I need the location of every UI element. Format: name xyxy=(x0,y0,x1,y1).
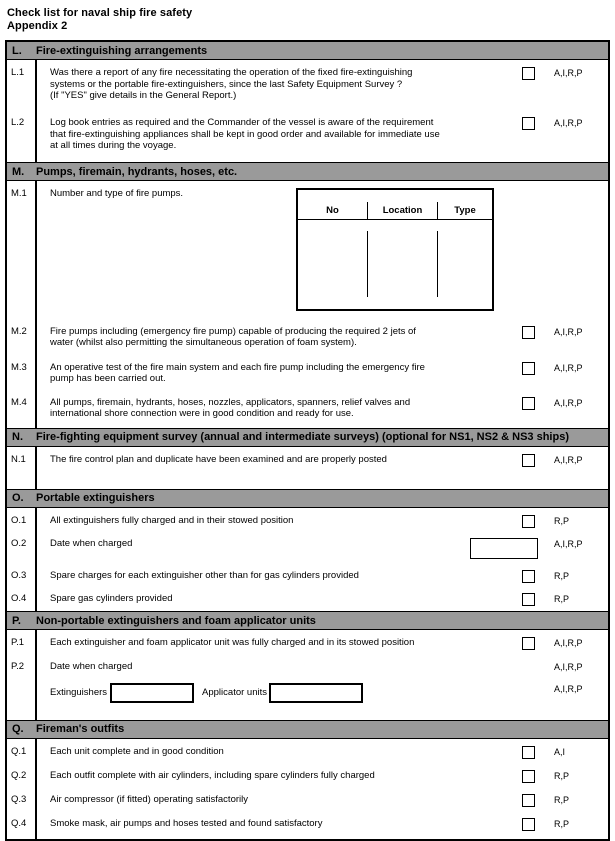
row-m4 xyxy=(7,390,608,428)
row-codes: A,I,R,P xyxy=(554,362,583,373)
row-description: Each unit complete and in good condition xyxy=(50,745,224,757)
section-header-non-portable-extinguishers xyxy=(7,611,608,630)
checkbox-cell xyxy=(512,676,548,720)
checkbox[interactable] xyxy=(522,397,535,410)
row-number xyxy=(7,676,37,720)
checkbox[interactable] xyxy=(522,326,535,339)
row-description: Number and type of fire pumps. xyxy=(50,188,184,199)
section-header-pumps xyxy=(7,162,608,181)
checkbox[interactable] xyxy=(522,117,535,130)
row-description: Smoke mask, air pumps and hoses tested and found satisfactory xyxy=(50,817,323,829)
checkbox-cell xyxy=(512,654,548,676)
row-number: N.1 xyxy=(7,447,37,489)
document-header xyxy=(0,0,615,33)
fire-pumps-no-cell[interactable] xyxy=(298,231,368,297)
extinguishers-label: Extinguishers xyxy=(50,686,108,698)
row-p2 xyxy=(7,654,608,676)
fire-pumps-type-cell[interactable] xyxy=(438,231,492,297)
row-codes: A,I,R,P xyxy=(554,118,583,128)
checkbox-cell xyxy=(512,508,548,532)
checkbox[interactable] xyxy=(522,515,535,528)
checkbox-cell xyxy=(512,110,548,162)
row-description: Each outfit complete with air cylinders, including spare cylinders fully charged xyxy=(50,769,375,781)
row-q3 xyxy=(7,787,608,811)
row-description: Spare gas cylinders provided xyxy=(50,593,173,604)
checkbox[interactable] xyxy=(522,794,535,807)
checklist-table xyxy=(5,40,610,841)
row-m3 xyxy=(7,355,608,390)
row-codes: A,I,R,P xyxy=(554,661,583,672)
row-codes xyxy=(548,181,608,319)
date-charged-input[interactable] xyxy=(470,538,538,559)
checkbox-cell xyxy=(512,811,548,839)
row-codes: A,I,R,P xyxy=(554,683,583,694)
section-title: Fireman's outfits xyxy=(36,723,125,735)
row-description: Each extinguisher and foam applicator unit was fully charged and in its stowed position xyxy=(50,637,415,648)
section-header-fireman-outfits xyxy=(7,720,608,739)
row-codes: A,I,R,P xyxy=(554,539,583,549)
row-codes: R,P xyxy=(554,515,570,526)
section-header-equipment-survey xyxy=(7,428,608,447)
row-description: Fire pumps including (emergency fire pump) capable of producing the required 2 jets of water (whilst also permitting the simultaneous operation of foam system). xyxy=(50,325,416,348)
checkbox-cell xyxy=(512,563,548,587)
row-number: Q.4 xyxy=(7,811,37,839)
section-letter: P. xyxy=(12,614,21,627)
row-description-container xyxy=(37,676,512,720)
section-letter: Q. xyxy=(12,723,24,735)
row-codes: R,P xyxy=(554,594,570,604)
row-codes: R,P xyxy=(554,570,570,581)
section-letter: O. xyxy=(12,492,24,504)
checkbox[interactable] xyxy=(522,818,535,831)
row-q4 xyxy=(7,811,608,839)
row-l2 xyxy=(7,110,608,162)
row-description: Was there a report of any fire necessitating the operation of the fixed fire-extinguishing systems or the portable fire-extinguishers, since the last Safety Equipment Survey ? (If "YES" give details in the General Report.) xyxy=(50,67,413,101)
row-number: P.1 xyxy=(7,630,37,654)
section-title: Fire-extinguishing arrangements xyxy=(36,44,208,57)
checkbox[interactable] xyxy=(522,637,535,650)
row-q2 xyxy=(7,763,608,787)
row-codes: R,P xyxy=(554,818,570,829)
row-number: M.1 xyxy=(7,181,37,319)
row-number: O.2 xyxy=(7,531,37,563)
checkbox-cell xyxy=(512,586,548,611)
row-description: The fire control plan and duplicate have been examined and are properly posted xyxy=(50,453,387,465)
section-title: Fire-fighting equipment survey (annual and intermediate surveys) (optional for NS1, NS2 & NS3 ships) xyxy=(36,431,569,443)
row-codes: A,I,R,P xyxy=(554,68,583,78)
checkbox-cell xyxy=(512,630,548,654)
row-p2-detail xyxy=(7,676,608,720)
row-o1 xyxy=(7,508,608,532)
row-codes: R,P xyxy=(554,794,570,805)
row-number: O.1 xyxy=(7,508,37,532)
row-codes: A,I,R,P xyxy=(554,397,583,408)
row-description: An operative test of the fire main system and each fire pump including the emergency fire pump has been carried out. xyxy=(50,361,425,384)
row-q1 xyxy=(7,739,608,763)
checkbox[interactable] xyxy=(522,362,535,375)
column-header-type: Type xyxy=(454,204,476,216)
applicator-units-date-input[interactable] xyxy=(269,683,363,703)
section-letter: N. xyxy=(12,431,23,443)
row-m1 xyxy=(7,181,608,319)
row-codes: A,I,R,P xyxy=(554,326,583,337)
row-o3 xyxy=(7,563,608,587)
row-description: All pumps, firemain, hydrants, hoses, nozzles, applicators, spanners, relief valves and international shore connection were in good condition and ready for use. xyxy=(50,396,411,419)
row-number: Q.1 xyxy=(7,739,37,763)
fire-pumps-location-cell[interactable] xyxy=(368,231,438,297)
column-header-no: No xyxy=(298,202,368,219)
checkbox[interactable] xyxy=(522,593,535,606)
row-number: O.3 xyxy=(7,563,37,587)
section-header-portable-extinguishers xyxy=(7,489,608,508)
row-description: Spare charges for each extinguisher other than for gas cylinders provided xyxy=(50,569,359,581)
applicator-units-label: Applicator units xyxy=(202,686,267,698)
row-number: L.2 xyxy=(7,110,37,162)
checkbox[interactable] xyxy=(522,67,535,80)
section-letter: M. xyxy=(12,165,25,178)
row-codes: R,P xyxy=(554,770,570,781)
row-codes: A,I xyxy=(554,746,566,757)
row-description: Date when charged xyxy=(50,538,133,549)
row-description: Date when charged xyxy=(50,660,133,672)
row-number: P.2 xyxy=(7,654,37,676)
checkbox-cell xyxy=(512,355,548,390)
fire-pumps-table-body xyxy=(298,231,492,297)
row-p1 xyxy=(7,630,608,654)
checkbox[interactable] xyxy=(522,746,535,759)
row-number: M.3 xyxy=(7,355,37,390)
checkbox[interactable] xyxy=(522,570,535,583)
extinguishers-date-input[interactable] xyxy=(110,683,194,703)
row-l1 xyxy=(7,60,608,110)
checkbox-cell xyxy=(512,60,548,110)
row-number: L.1 xyxy=(7,60,37,110)
section-title: Pumps, firemain, hydrants, hoses, etc. xyxy=(36,165,238,178)
row-number: M.4 xyxy=(7,390,37,428)
checkbox-cell xyxy=(512,181,548,319)
checkbox[interactable] xyxy=(522,454,535,467)
doc-title: Check list for naval ship fire safety xyxy=(7,7,193,19)
row-number: Q.2 xyxy=(7,763,37,787)
row-number: O.4 xyxy=(7,586,37,611)
row-number: M.2 xyxy=(7,319,37,355)
checkbox-cell xyxy=(512,390,548,428)
checkbox[interactable] xyxy=(522,770,535,783)
row-description-container xyxy=(37,181,512,319)
fire-pumps-table-header xyxy=(298,202,492,220)
checkbox-cell xyxy=(512,739,548,763)
checkbox-cell xyxy=(512,319,548,355)
row-description: All extinguishers fully charged and in their stowed position xyxy=(50,514,294,526)
row-description: Log book entries as required and the Commander of the vessel is aware of the requirement that fire-extinguishing appliances shall be kept in good order and available for immediate use at all times during the voyage. xyxy=(50,117,440,151)
row-o4 xyxy=(7,586,608,611)
section-title: Non-portable extinguishers and foam applicator units xyxy=(36,614,316,627)
row-o2 xyxy=(7,531,608,563)
row-n1 xyxy=(7,447,608,489)
column-header-location: Location xyxy=(368,202,438,219)
row-codes: A,I,R,P xyxy=(554,638,583,648)
checkbox-cell xyxy=(512,447,548,489)
row-description: Air compressor (if fitted) operating satisfactorily xyxy=(50,793,248,805)
doc-subtitle: Appendix 2 xyxy=(7,20,68,32)
checkbox-cell xyxy=(512,531,548,563)
row-codes: A,I,R,P xyxy=(554,454,583,465)
section-header-fire-extinguishing xyxy=(7,42,608,60)
checkbox-cell xyxy=(512,787,548,811)
section-title: Portable extinguishers xyxy=(36,492,155,504)
checkbox-cell xyxy=(512,763,548,787)
fire-pumps-table xyxy=(296,188,494,311)
row-m2 xyxy=(7,319,608,355)
row-number: Q.3 xyxy=(7,787,37,811)
section-letter: L. xyxy=(12,44,22,57)
